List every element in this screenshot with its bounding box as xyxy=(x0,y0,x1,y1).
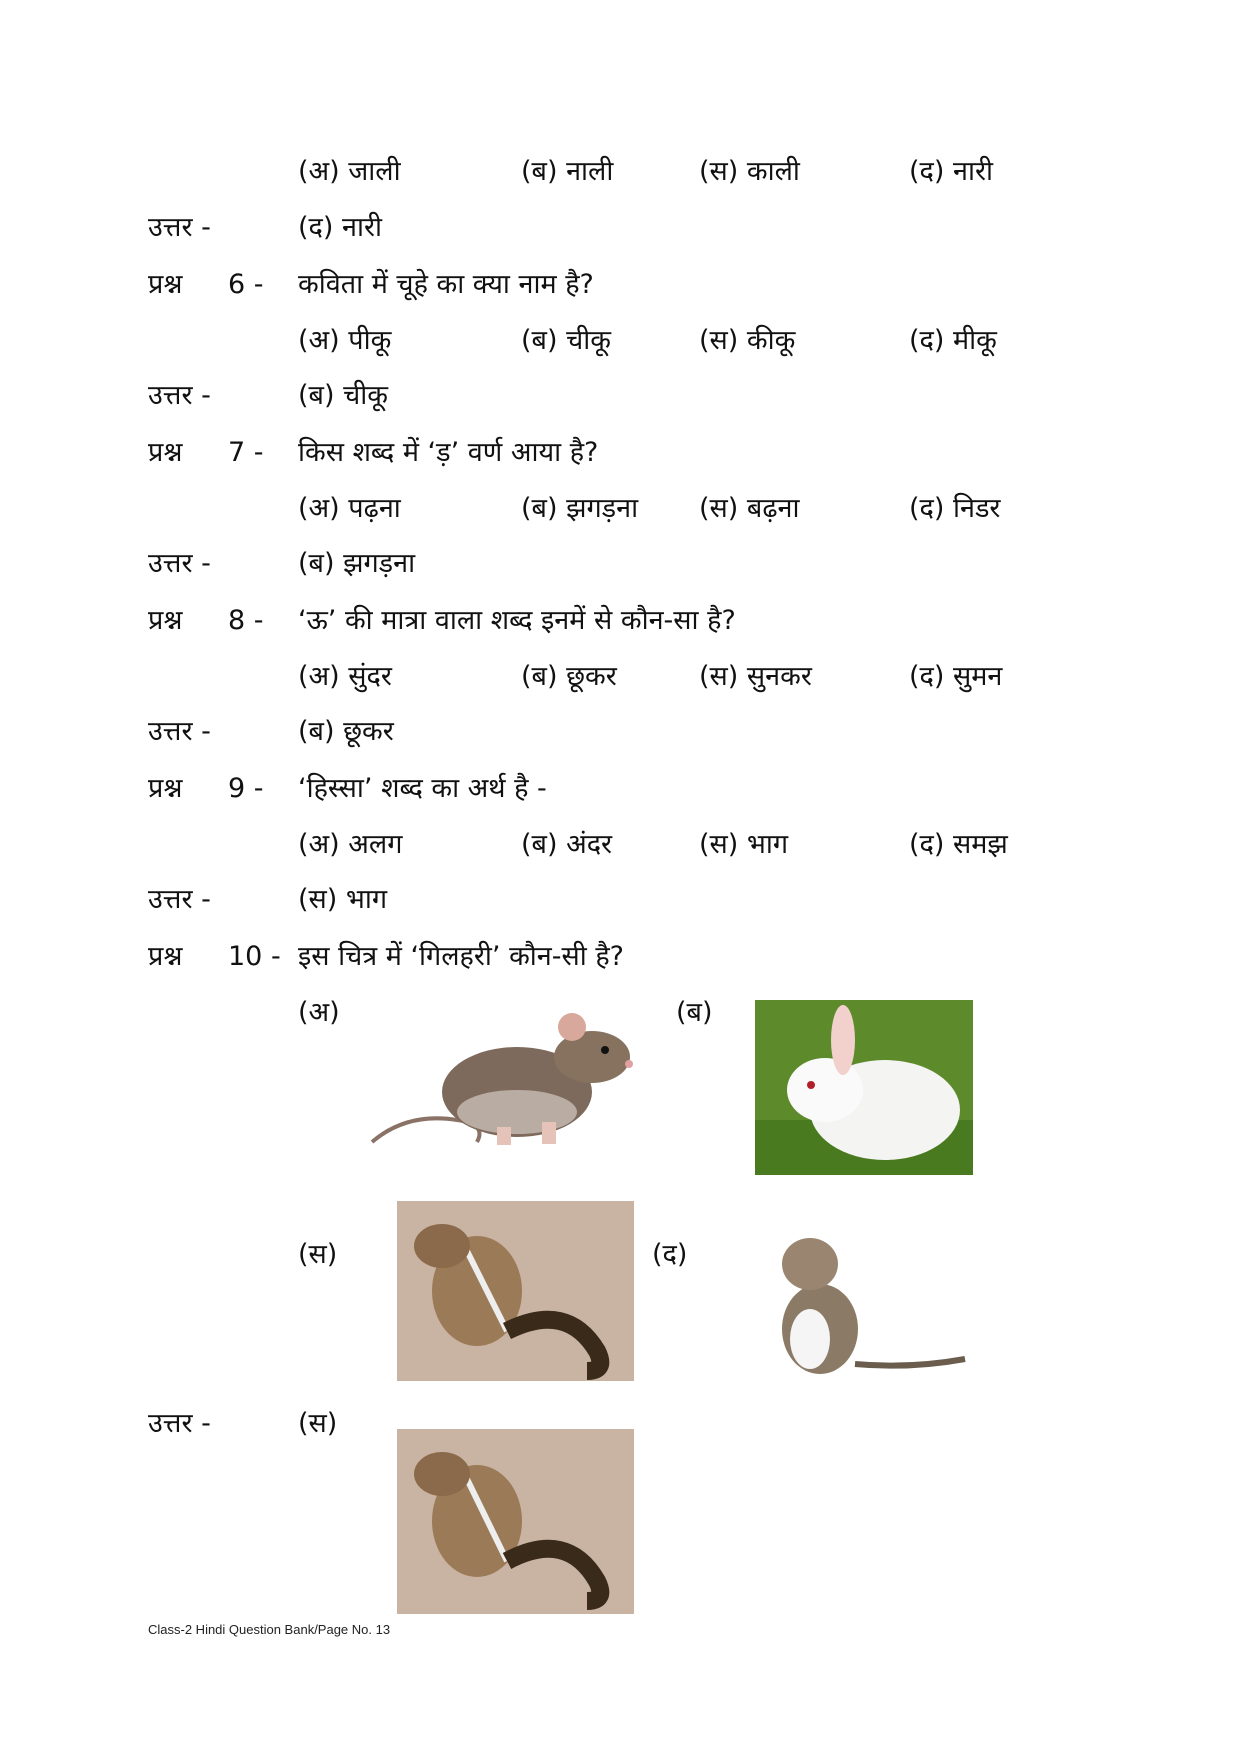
rabbit-image xyxy=(755,1000,973,1175)
question-label: प्रश्न xyxy=(148,941,183,972)
q8-option-b: (ब) छूकर xyxy=(521,661,617,692)
q8-option-a: (अ) सुंदर xyxy=(298,661,392,692)
squirrel-image xyxy=(397,1201,634,1381)
q5-answer: (द) नारी xyxy=(298,212,383,243)
question-label: प्रश्न xyxy=(148,437,183,468)
answer-label: उत्तर - xyxy=(148,548,211,579)
q7-option-c: (स) बढ़ना xyxy=(699,493,800,524)
page-footer: Class-2 Hindi Question Bank/Page No. 13 xyxy=(148,1622,391,1637)
q5-option-d: (द) नारी xyxy=(909,156,994,187)
q9-option-d: (द) समझ xyxy=(909,829,1008,860)
answer-label: उत्तर - xyxy=(148,716,211,747)
answer-label: उत्तर - xyxy=(148,380,211,411)
answer-label: उत्तर - xyxy=(148,884,211,915)
q5-option-b: (ब) नाली xyxy=(521,156,614,187)
question-label: प्रश्न xyxy=(148,773,183,804)
q10-option-d-label: (द) xyxy=(652,1239,688,1270)
q9-option-b: (ब) अंदर xyxy=(521,829,613,860)
q6-option-a: (अ) पीकू xyxy=(298,325,392,356)
q10-answer: (स) xyxy=(298,1408,338,1439)
answer-squirrel-image xyxy=(397,1429,634,1614)
question-label: प्रश्न xyxy=(148,269,183,300)
q6-option-c: (स) कीकू xyxy=(699,325,796,356)
q7-answer: (ब) झगड़ना xyxy=(298,548,416,579)
q7-option-d: (द) निडर xyxy=(909,493,1001,524)
cat-image xyxy=(760,1219,970,1380)
q6-text: कविता में चूहे का क्या नाम है? xyxy=(298,269,594,300)
q8-answer: (ब) छूकर xyxy=(298,716,394,747)
q6-number: 6 - xyxy=(228,269,264,300)
q5-option-a: (अ) जाली xyxy=(298,156,401,187)
q10-text: इस चित्र में ‘गिलहरी’ कौन-सी है? xyxy=(298,941,625,972)
q9-option-a: (अ) अलग xyxy=(298,829,403,860)
q7-option-b: (ब) झगड़ना xyxy=(521,493,639,524)
q8-option-c: (स) सुनकर xyxy=(699,661,812,692)
q8-option-d: (द) सुमन xyxy=(909,661,1003,692)
mouse-image xyxy=(367,1002,647,1152)
q6-answer: (ब) चीकू xyxy=(298,380,388,411)
answer-label: उत्तर - xyxy=(148,1408,211,1439)
q5-option-c: (स) काली xyxy=(699,156,800,187)
q9-answer: (स) भाग xyxy=(298,884,388,915)
q7-option-a: (अ) पढ़ना xyxy=(298,493,401,524)
q10-option-a-label: (अ) xyxy=(298,997,340,1028)
answer-label: उत्तर - xyxy=(148,212,211,243)
q6-option-b: (ब) चीकू xyxy=(521,325,611,356)
q9-number: 9 - xyxy=(228,773,264,804)
q10-option-c-label: (स) xyxy=(298,1239,338,1270)
q10-option-b-label: (ब) xyxy=(676,997,713,1028)
q7-number: 7 - xyxy=(228,437,264,468)
q9-text: ‘हिस्सा’ शब्द का अर्थ है - xyxy=(298,773,547,804)
q8-number: 8 - xyxy=(228,605,264,636)
q8-text: ‘ऊ’ की मात्रा वाला शब्द इनमें से कौन-सा है? xyxy=(298,605,736,636)
q7-text: किस शब्द में ‘ड़’ वर्ण आया है? xyxy=(298,437,599,468)
question-label: प्रश्न xyxy=(148,605,183,636)
q6-option-d: (द) मीकू xyxy=(909,325,997,356)
q9-option-c: (स) भाग xyxy=(699,829,789,860)
q10-number: 10 - xyxy=(228,941,281,972)
